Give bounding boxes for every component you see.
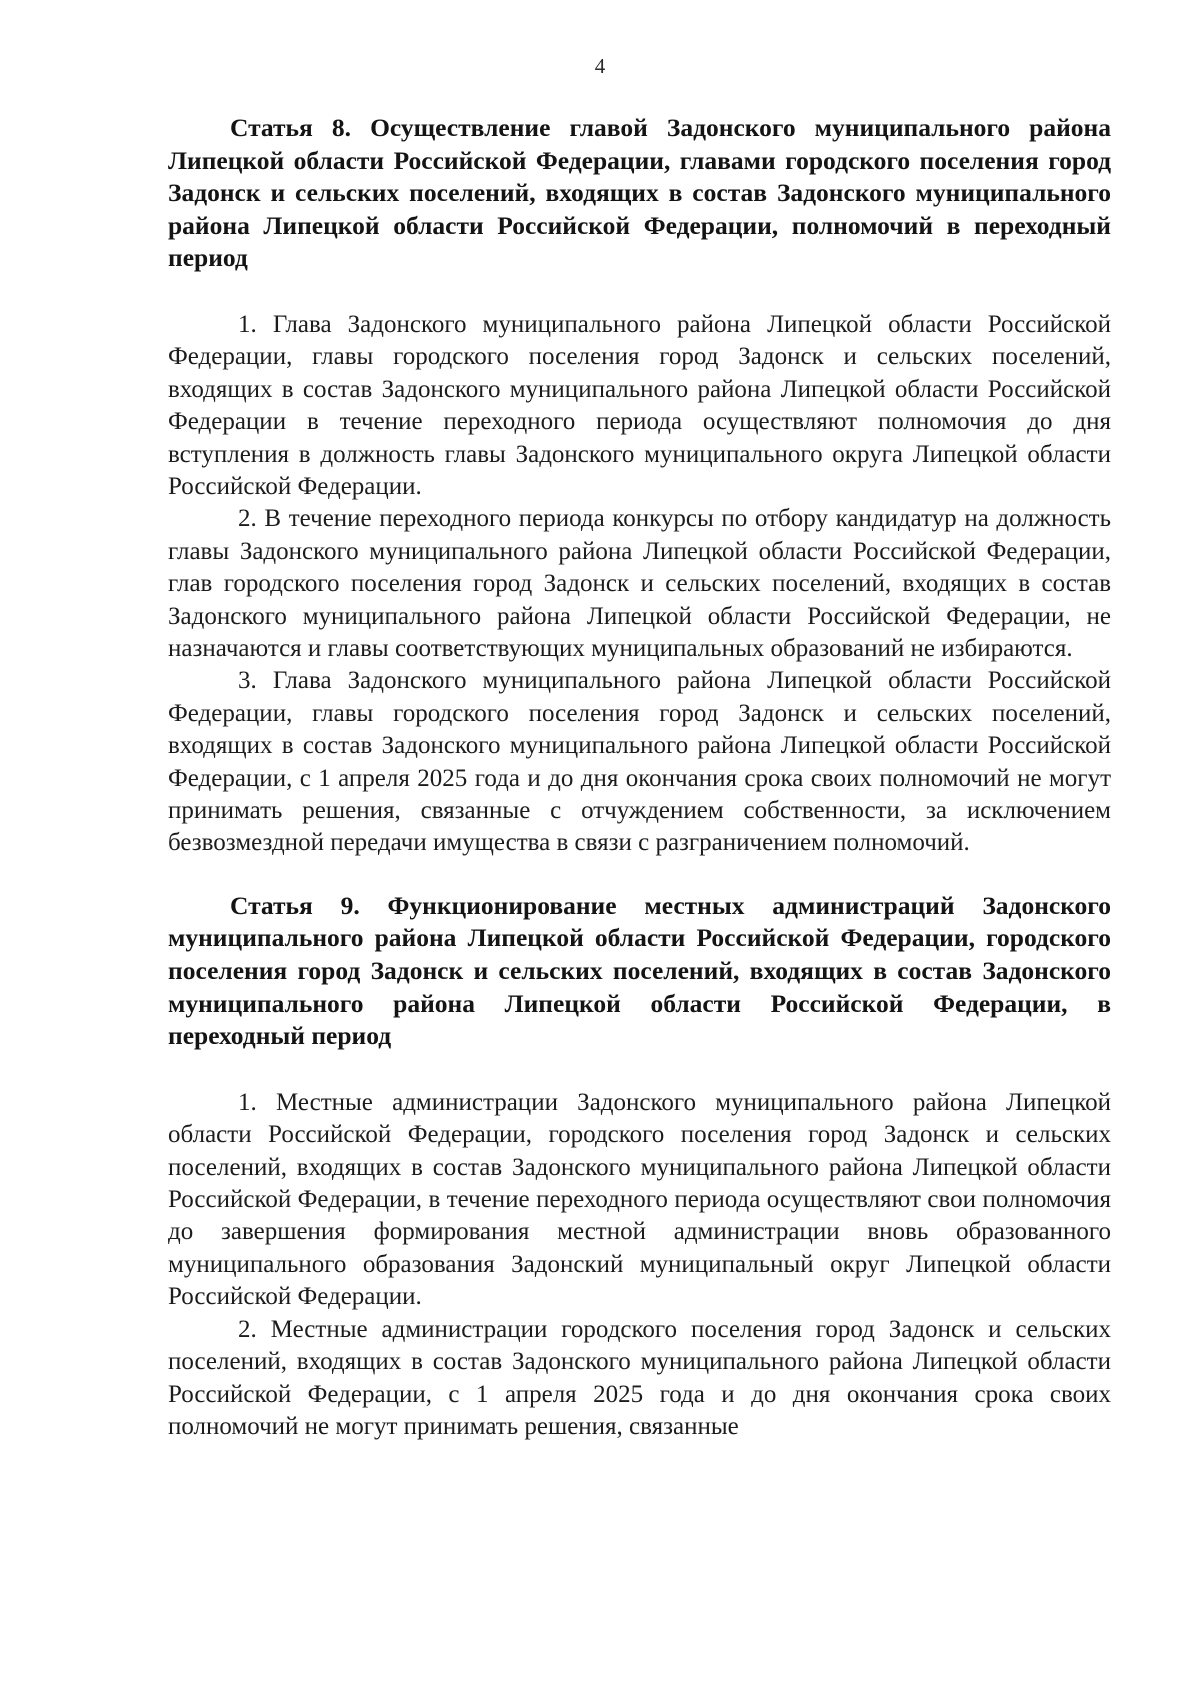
page-number: 4: [594, 54, 606, 78]
article-8-paragraph-1: 1. Глава Задонского муниципального района Липецкой области Российской Федерации, главы городского поселения город Задонск и сельских поселений, входящих в состав Задонского муниципального района Липецкой области Российской Федерации в течение переходного периода осуществляют полномочия до дня вступления в должность главы Задонского муниципального округа Липецкой области Российской Федерации.: [168, 310, 1111, 500]
article-8-paragraphs: [168, 309, 1111, 860]
article-8-paragraph-3: 3. Глава Задонского муниципального района Липецкой области Российской Федерации, главы городского поселения город Задонск и сельских поселений, входящих в состав Задонского муниципального района Липецкой области Российской Федерации, с 1 апреля 2025 года и до дня окончания срока своих полномочий не могут принимать решения, связанные с отчуждением собственности, за исключением безвозмездной передачи имущества в связи с разграничением полномочий.: [168, 667, 1111, 857]
article-8: [168, 112, 1111, 860]
document-body: [168, 112, 1111, 1443]
article-9-paragraph-2: 2. Местные администрации городского поселения город Задонск и сельских поселений, входящих в состав Задонского муниципального района Липецкой области Российской Федерации, с 1 апреля 2025 года и до дня окончания срока своих полномочий не могут принимать решения, связанные: [168, 1315, 1111, 1440]
article-9: [168, 890, 1111, 1443]
article-9-title: Статья 9. Функционирование местных администраций Задонского муниципального района Липецкой области Российской Федерации, городского поселения город Задонск и сельских поселений, входящих в состав Задонского муниципального района Липецкой области Российской Федерации, в переходный период: [168, 890, 1111, 1051]
article-9-paragraph-1: 1. Местные администрации Задонского муниципального района Липецкой области Российской Федерации, городского поселения город Задонск и сельских поселений, входящих в состав Задонского муниципального района Липецкой области Российской Федерации, в течение переходного периода осуществляют свои полномочия до завершения формирования местной администрации вновь образованного муниципального образования Задонский муниципальный округ Липецкой области Российской Федерации.: [168, 1088, 1111, 1311]
article-9-paragraphs: [168, 1087, 1111, 1443]
article-8-paragraph-2: 2. В течение переходного периода конкурсы по отбору кандидатур на должность главы Задонского муниципального района Липецкой области Российской Федерации, глав городского поселения город Задонск и сельских поселений, входящих в состав Задонского муниципального района Липецкой области Российской Федерации, не назначаются и главы соответствующих муниципальных образований не избираются.: [168, 505, 1111, 663]
article-8-title: Статья 8. Осуществление главой Задонского муниципального района Липецкой области Российской Федерации, главами городского поселения город Задонск и сельских поселений, входящих в состав Задонского муниципального района Липецкой области Российской Федерации, полномочий в переходный период: [168, 113, 1111, 273]
